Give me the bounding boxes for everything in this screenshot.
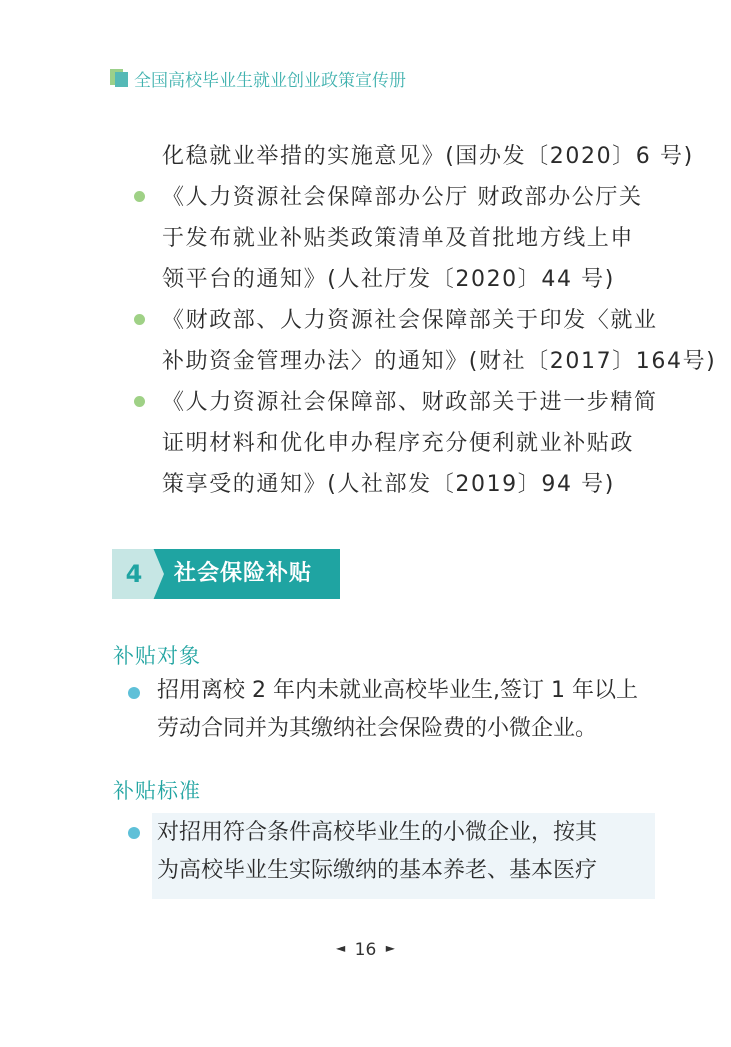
policy-item (128, 382, 668, 505)
policy-line: 《人力资源社会保障部、财政部关于进一步精简 (162, 390, 658, 415)
policy-line: 补助资金管理办法〉的通知》(财社〔2017〕164号) (162, 349, 717, 374)
policy-line: 领平台的通知》(人社厅发〔2020〕44 号) (162, 267, 615, 292)
header-logo-icon (110, 69, 128, 87)
policy-line: 《财政部、人力资源社会保障部关于印发〈就业 (162, 308, 658, 333)
policy-list (128, 136, 717, 505)
bullet-dot-icon (128, 827, 140, 839)
section-title: 社会保险补贴 (174, 561, 313, 586)
section-banner (112, 549, 340, 599)
policy-line: 策享受的通知》(人社部发〔2019〕94 号) (162, 472, 615, 497)
paragraph-line: 劳动合同并为其缴纳社会保险费的小微企业。 (157, 716, 598, 741)
subsidy-target-heading: 补贴对象 (113, 644, 201, 668)
running-header (110, 66, 406, 90)
policy-item (128, 300, 717, 382)
subsidy-standard-heading: 补贴标准 (113, 779, 201, 803)
page-number-footer (0, 940, 731, 960)
policy-item (128, 177, 668, 300)
policy-line: 《人力资源社会保障部办公厅 财政部办公厅关 (162, 185, 643, 210)
page-number: 16 (354, 940, 377, 960)
prev-arrow-icon: ◄ (336, 941, 346, 955)
bullet-dot-icon (134, 314, 145, 325)
header-title: 全国高校毕业生就业创业政策宣传册 (134, 70, 406, 91)
paragraph-line: 对招用符合条件高校毕业生的小微企业，按其 (157, 820, 598, 845)
section-number: 4 (125, 560, 143, 588)
policy-line: 证明材料和优化申办程序充分便利就业补贴政 (162, 431, 635, 456)
next-arrow-icon: ► (385, 941, 395, 955)
bullet-dot-icon (134, 396, 145, 407)
policy-continuation: 化稳就业举措的实施意见》(国办发〔2020〕6 号) (162, 144, 694, 169)
paragraph-line: 招用离校 2 年内未就业高校毕业生,签订 1 年以上 (157, 678, 638, 703)
policy-line: 于发布就业补贴类政策清单及首批地方线上申 (162, 226, 635, 251)
bullet-dot-icon (128, 687, 140, 699)
paragraph-line: 为高校毕业生实际缴纳的基本养老、基本医疗 (157, 858, 598, 883)
bullet-dot-icon (134, 191, 145, 202)
